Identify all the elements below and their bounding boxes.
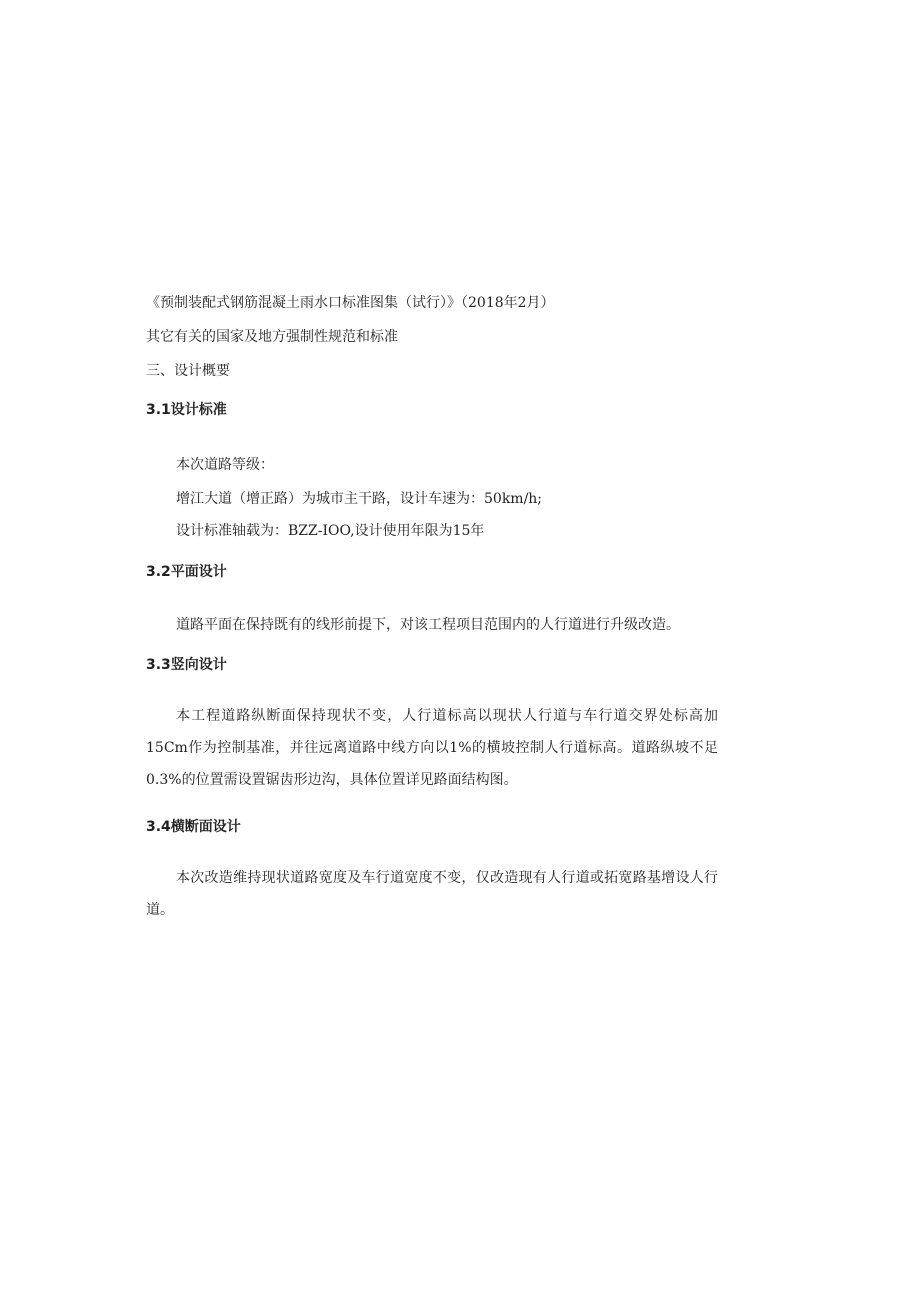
body-paragraph: 本工程道路纵断面保持现状不变，人行道标高以现状人行道与车行道交界处标高加15Cm作为控制基准，并往远离道路中线方向以1%的横坡控制人行道标高。道路纵坡不足0.3%的位置需设置锯齿形边沟，具体位置详见路面结构图。 <box>146 708 718 788</box>
section-heading: 三、设计概要 <box>146 363 230 379</box>
reference-line: 《预制装配式钢筋混凝土雨水口标准图集（试行）》（2018年2月） <box>146 295 555 311</box>
body-line: 增江大道（增正路）为城市主干路，设计车速为：50km∕h; <box>176 491 543 507</box>
subsection-heading: 3.2平面设计 <box>146 564 227 580</box>
reference-line: 其它有关的国家及地方强制性规范和标准 <box>146 329 398 345</box>
body-line: 道路平面在保持既有的线形前提下，对该工程项目范围内的人行道进行升级改造。 <box>176 617 680 633</box>
body-paragraph: 本次改造维持现状道路宽度及车行道宽度不变，仅改造现有人行道或拓宽路基增设人行道。 <box>146 870 718 918</box>
subsection-heading: 3.3竖向设计 <box>146 657 227 673</box>
body-line: 本次道路等级： <box>176 457 274 473</box>
subsection-heading: 3.1设计标准 <box>146 402 227 418</box>
subsection-heading: 3.4横断面设计 <box>146 819 241 835</box>
body-line: 设计标准轴载为：BZZ-IOO,设计使用年限为15年 <box>176 523 485 539</box>
